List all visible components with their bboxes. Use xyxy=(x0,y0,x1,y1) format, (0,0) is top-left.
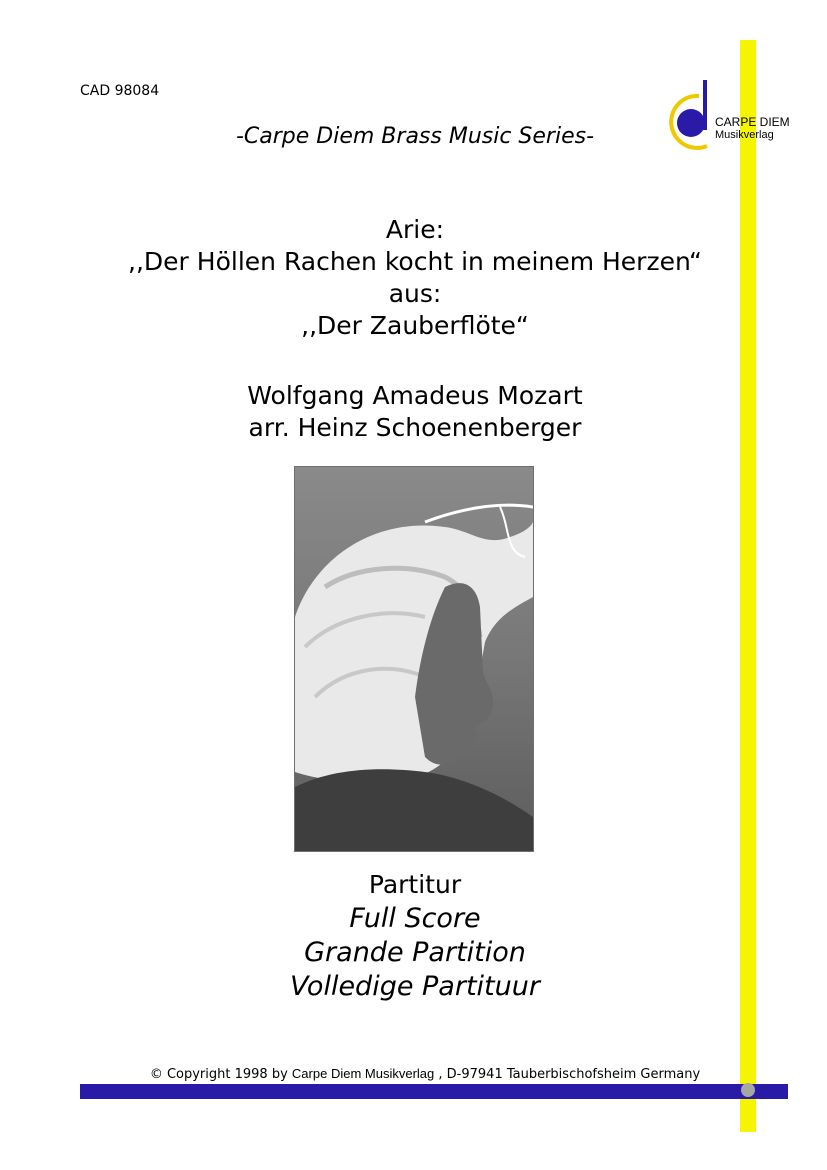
edition-french: Grande Partition xyxy=(304,937,526,968)
title-line-4: ,,Der Zauberflöte“ xyxy=(301,311,529,340)
logo-subtitle: Musikverlag xyxy=(715,129,774,141)
edition-block xyxy=(30,868,800,1004)
title-block xyxy=(30,214,800,342)
edition-english: Full Score xyxy=(349,903,481,934)
credits-block xyxy=(30,380,800,444)
gray-dot xyxy=(741,1083,755,1097)
arranger-name: arr. Heinz Schoenenberger xyxy=(248,413,582,442)
title-line-1: Arie: xyxy=(385,215,445,244)
blue-footer-bar xyxy=(80,1084,788,1099)
copyright-suffix: , D-97941 Tauberbischofsheim Germany xyxy=(438,1067,701,1082)
copyright-notice xyxy=(80,1066,770,1082)
catalog-number: CAD 98084 xyxy=(80,83,160,99)
series-title: -Carpe Diem Brass Music Series- xyxy=(235,124,595,149)
publisher-logo xyxy=(667,78,797,158)
title-line-3: aus: xyxy=(388,279,442,308)
portrait-drawing xyxy=(295,467,533,851)
title-line-2: ,,Der Höllen Rachen kocht in meinem Herzen“ xyxy=(128,247,702,276)
copyright-prefix: © Copyright 1998 by xyxy=(149,1067,288,1082)
edition-german: Partitur xyxy=(368,870,462,899)
composer-name: Wolfgang Amadeus Mozart xyxy=(247,381,583,410)
edition-dutch: Volledige Partituur xyxy=(290,971,540,1002)
mozart-portrait-image xyxy=(294,466,534,852)
logo-name: CARPE DIEM xyxy=(715,115,790,129)
copyright-publisher: Carpe Diem Musikverlag xyxy=(291,1066,435,1081)
